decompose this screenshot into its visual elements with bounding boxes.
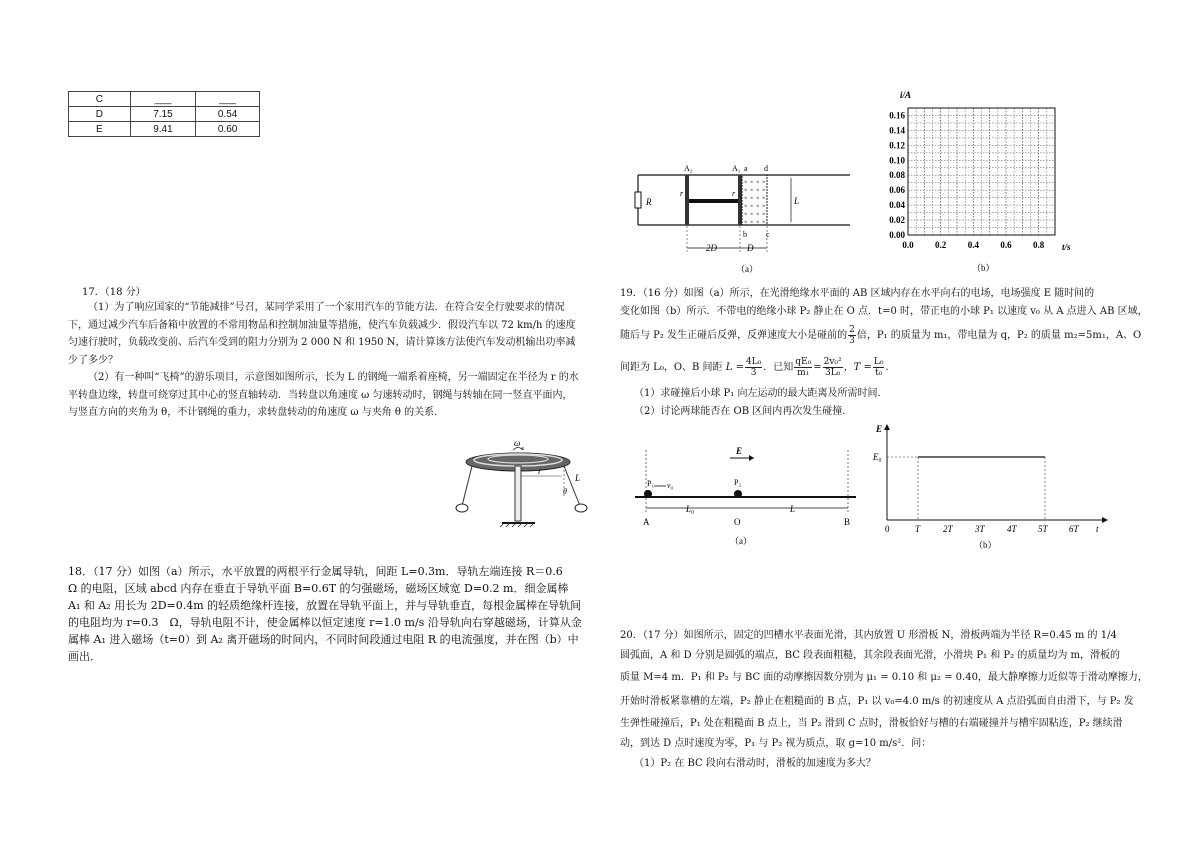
q18-body: 18．（17 分）如图（a）所示，水平放置的两根平行金属导轨，间距 L=0.3m．导轨左端连接 R＝0.6 Ω 的电阻，区域 abcd 内存在垂直于导轨平面 B=0.6T 的匀强磁场，磁场区域宽 D=0.2 m．细金属棒 A₁ 和 A₂ 用长为 2D=0.4m 的轻质绝缘杆连接，放置在导轨平面上，并与导轨垂直，每根金属棒在导轨间的电阻均为 r=0.3 Ω，导轨电阻不计，使金属棒以恒定速度 r=1.0 m/s 沿导轨向右穿越磁场，计算从金属棒 A₁ 进入磁场（t=0）到 A₂ 离开磁场的时间内，不同时间段通过电阻 R 的电流强度，并在图（b）中画出．	[68, 565, 582, 663]
tick-label: t	[1096, 524, 1099, 534]
D-label: D	[747, 243, 754, 253]
q19-text: 间距为 L₀，O、B 间距	[620, 362, 723, 373]
2D-label: 2D	[706, 243, 717, 253]
chart-grid	[908, 108, 1055, 235]
x-tick-label: 0.0	[902, 240, 914, 250]
figure-caption-a: （a）	[730, 536, 752, 546]
q17-body	[68, 299, 582, 422]
q19-line	[620, 351, 1180, 385]
y-tick-label: 0.10	[889, 155, 905, 166]
c-label: c	[766, 230, 770, 239]
field-arrowhead	[749, 455, 754, 461]
q20-line: 生弹性碰撞后，P₁ 处在粗糙面 B 点上，当 P₂ 滑到 C 点时，滑板恰好与槽的右端碰撞并与槽牢固粘连，P₂ 继续滑	[620, 718, 1123, 729]
field-x-mark: ×	[756, 220, 760, 226]
tick-label: 3T	[975, 524, 985, 534]
numerator: 2v₀²	[823, 357, 842, 367]
left-seat	[456, 504, 468, 512]
field-x-mark: ×	[750, 204, 754, 210]
table-cell: 9.41	[130, 122, 196, 137]
O-label: O	[734, 517, 741, 527]
A1-label: A₁	[732, 164, 741, 173]
tick-label: 2T	[943, 524, 953, 534]
y-arrowhead	[884, 424, 890, 430]
field-x-mark: ×	[744, 212, 748, 218]
right-cable	[564, 466, 580, 506]
field-x-mark: ×	[750, 212, 754, 218]
numerator: qE₀	[795, 357, 812, 367]
table-cell: 0.54	[196, 107, 260, 122]
ball-P1	[644, 490, 652, 498]
L-label: L	[794, 196, 800, 206]
flying-chair-figure	[450, 436, 600, 536]
E0-label: E₀	[873, 452, 882, 462]
y-tick-label: 0.04	[889, 200, 905, 211]
field-x-mark: ×	[756, 180, 760, 186]
track-figure	[630, 440, 866, 552]
field-x-mark: ×	[762, 204, 766, 210]
rail-circuit-figure	[628, 160, 850, 278]
r-label-A1: r	[732, 189, 736, 198]
fraction-T	[873, 357, 885, 378]
y-tick-label: 0.14	[889, 125, 905, 136]
b-label: b	[743, 230, 747, 239]
current-time-chart	[862, 86, 1084, 276]
q19-body	[620, 285, 1180, 421]
denominator: 3	[849, 336, 855, 346]
L-label: L	[790, 504, 796, 514]
insulating-rod	[689, 199, 738, 203]
q20-line: 圆弧面，A 和 D 分别是圆弧的端点，BC 段表面粗糙，其余段表面光滑，小滑块 P₁ 和 P₂ 的质量均为 m，滑板的	[620, 650, 1120, 661]
result-table	[68, 91, 260, 137]
table-cell: ___	[196, 92, 260, 107]
P2-label: P₂	[734, 478, 742, 487]
numerator: L₀	[873, 357, 884, 367]
left-cable	[462, 466, 472, 506]
denominator: 3L₀	[824, 368, 841, 378]
q20-line: 质量 M=4 m．P₁ 和 P₂ 与 BC 面的动摩擦因数分别为 μ₁ = 0.10 和 μ₂ = 0.40，最大静摩擦力近似等于滑动摩擦力，	[620, 672, 1148, 683]
y-tick-label: 0.16	[889, 110, 905, 121]
table-row	[69, 92, 260, 107]
field-time-graph	[870, 420, 1110, 552]
tick-label: T	[915, 524, 921, 534]
q20-line: 动，到达 D 点时速度为零，P₁ 与 P₂ 视为质点，取 g=10 m/s²．问：	[620, 738, 932, 749]
rod-A2	[685, 175, 689, 225]
table-cell: 0.60	[196, 122, 260, 137]
field-x-mark: ×	[762, 220, 766, 226]
A2-label: A₂	[684, 164, 693, 173]
table-cell: D	[69, 107, 131, 122]
field-x-mark: ×	[762, 196, 766, 202]
fraction-v	[823, 357, 843, 378]
q19-text: ．	[885, 362, 896, 373]
E-label: E	[736, 446, 743, 456]
table-row	[69, 122, 260, 137]
L-label: L	[575, 473, 581, 483]
field-x-mark: ×	[750, 220, 754, 226]
field-x-mark: ×	[756, 196, 760, 202]
d-label: d	[764, 164, 768, 173]
field-x-mark: ×	[756, 212, 760, 218]
equation-text: ，T =	[843, 362, 872, 373]
q20-line: 20．（17 分）如图所示，固定的凹槽水平表面光滑，其内放置 U 形滑板 N，滑板两端为半径 R=0.45 m 的 1/4	[620, 630, 1117, 641]
table-row	[69, 107, 260, 122]
field-x-mark: ×	[744, 196, 748, 202]
q17-heading: 17．（18 分）	[82, 287, 146, 298]
central-shaft	[515, 466, 521, 521]
field-x-mark: ×	[762, 180, 766, 186]
y-tick-label: 0.06	[889, 185, 905, 196]
tick-label: 6T	[1069, 524, 1079, 534]
denominator: m₁	[797, 368, 810, 378]
field-marks	[744, 180, 765, 226]
figure-caption-b: （b）	[974, 540, 997, 550]
r-label: r	[538, 466, 542, 476]
q19-text: 倍，P₁ 的质量为 m₁，带电量为 q，P₂ 的质量 m₂=5m₁，A、O	[856, 330, 1142, 341]
field-x-mark: ×	[756, 188, 760, 194]
fraction-L	[745, 357, 762, 378]
resistor-R	[635, 192, 641, 208]
chart-xlabel: t/s	[1062, 242, 1071, 252]
figure-caption-b: （b）	[972, 263, 995, 273]
field-x-mark: ×	[744, 180, 748, 186]
x-tick-label: 0.6	[1000, 240, 1012, 250]
rod-A1	[738, 175, 742, 225]
numerator: 2	[849, 325, 855, 335]
q19-line	[620, 321, 1180, 351]
q19-sub1: （1）求碰撞后小球 P₁ 向左运动的最大距离及所需时间．	[634, 388, 888, 399]
tick-label: 5T	[1038, 524, 1048, 534]
table-cell: 7.15	[130, 107, 196, 122]
field-x-mark: ×	[744, 188, 748, 194]
q17-part2: （2）有一种叫“飞椅”的游乐项目，示意图如图所示，长为 L 的钢绳一端系着座椅，另一端固定在半径为 r 的水平转盘边缘，转盘可绕穿过其中心的竖直轴转动．当转盘以角速度 ω 匀速转动时，钢绳与转轴在同一竖直平面内，与竖直方向的夹角为 θ，不计钢绳的重力，求转盘转动的角速度 ω 与夹角 θ 的关系．	[68, 372, 579, 418]
x-tick-label: 0.4	[967, 240, 979, 250]
q19-line: 变化如图（b）所示．不带电的绝缘小球 P₂ 静止在 O 点．t=0 时，带正电的小球 P₁ 以速度 v₀ 从 A 点进入 AB 区域，	[620, 306, 1148, 317]
y-tick-label: 0.02	[889, 215, 905, 226]
table-cell: E	[69, 122, 131, 137]
chart-ticks	[889, 110, 1045, 250]
P1-label: P₁	[647, 479, 655, 488]
r-label-A2: r	[680, 189, 684, 198]
field-x-mark: ×	[744, 220, 748, 226]
field-x-mark: ×	[750, 196, 754, 202]
field-x-mark: ×	[744, 204, 748, 210]
q20-line: 开始时滑板紧靠槽的左端，P₂ 静止在粗糙面的 B 点，P₁ 以 v₀=4.0 m/s 的初速度从 A 点沿弧面自由滑下，与 P₂ 发	[620, 696, 1134, 707]
a-label: a	[744, 164, 748, 173]
q19-text: 随后与 P₂ 发生正碰后反弹，反弹速度大小是碰前的	[620, 330, 848, 341]
tick-label: 0	[885, 524, 890, 534]
field-x-mark: ×	[750, 180, 754, 186]
B-label: B	[844, 517, 851, 527]
q19-text: ．已知	[763, 362, 794, 373]
q17-part1: （1）为了响应国家的“节能减排”号召，某同学采用了一个家用汽车的节能方法．在符合安全行驶要求的情况下，通过减少汽车后备箱中放置的不常用物品和控制加油量等措施，使汽车负载减少．假设汽车以 72 km/h 的速度匀速行驶时，负载改变前、后汽车受到的阻力分别为 2 000 N 和 1950 N，请计算该方法使汽车发动机输出功率减少了多少？	[68, 302, 576, 366]
table-cell: C	[69, 92, 131, 107]
equation-text: =	[813, 362, 822, 373]
field-x-mark: ×	[762, 188, 766, 194]
y-tick-label: 0.12	[889, 140, 905, 151]
right-seat	[575, 504, 587, 512]
x-tick-label: 0.2	[935, 240, 947, 250]
table-cell: ___	[130, 92, 196, 107]
field-x-mark: ×	[750, 188, 754, 194]
E-axis-label: E	[876, 424, 883, 434]
theta-label: θ	[563, 487, 567, 496]
y-tick-label: 0.08	[889, 170, 905, 181]
omega-label: ω	[514, 438, 521, 448]
equation-text: L =	[725, 362, 744, 373]
chart-ylabel: i/A	[900, 90, 912, 100]
field-x-mark: ×	[762, 212, 766, 218]
q20-body	[620, 626, 1182, 774]
fraction-qE	[794, 357, 812, 378]
q19-sub2: （2）讨论两球能否在 OB 区间内再次发生碰撞．	[634, 406, 853, 417]
q20-line: （1）P₂ 在 BC 段向右滑动时，滑板的加速度为多大？	[634, 758, 876, 769]
denominator: 3	[750, 368, 757, 378]
time-ticks	[885, 524, 1099, 534]
ball-P2	[734, 490, 742, 498]
tick-label: 4T	[1007, 524, 1017, 534]
L0-label: L₀	[686, 504, 695, 514]
x-arrowhead	[1102, 517, 1108, 523]
numerator: 4L₀	[745, 357, 762, 367]
figure-caption-a: （a）	[736, 264, 758, 274]
denominator: t₀	[875, 368, 883, 378]
fraction-two-thirds	[848, 325, 856, 346]
q19-line: 19．（16 分）如图（a）所示，在光滑绝缘水平面的 AB 区域内存在水平向右的电场，电场强度 E 随时间的	[620, 288, 1095, 299]
field-x-mark: ×	[756, 204, 760, 210]
resistor-label: R	[646, 197, 652, 207]
v0-label: v₀	[667, 481, 674, 490]
x-tick-label: 0.8	[1033, 240, 1045, 250]
A-label: A	[643, 517, 650, 527]
y-tick-label: 0.00	[889, 230, 905, 240]
